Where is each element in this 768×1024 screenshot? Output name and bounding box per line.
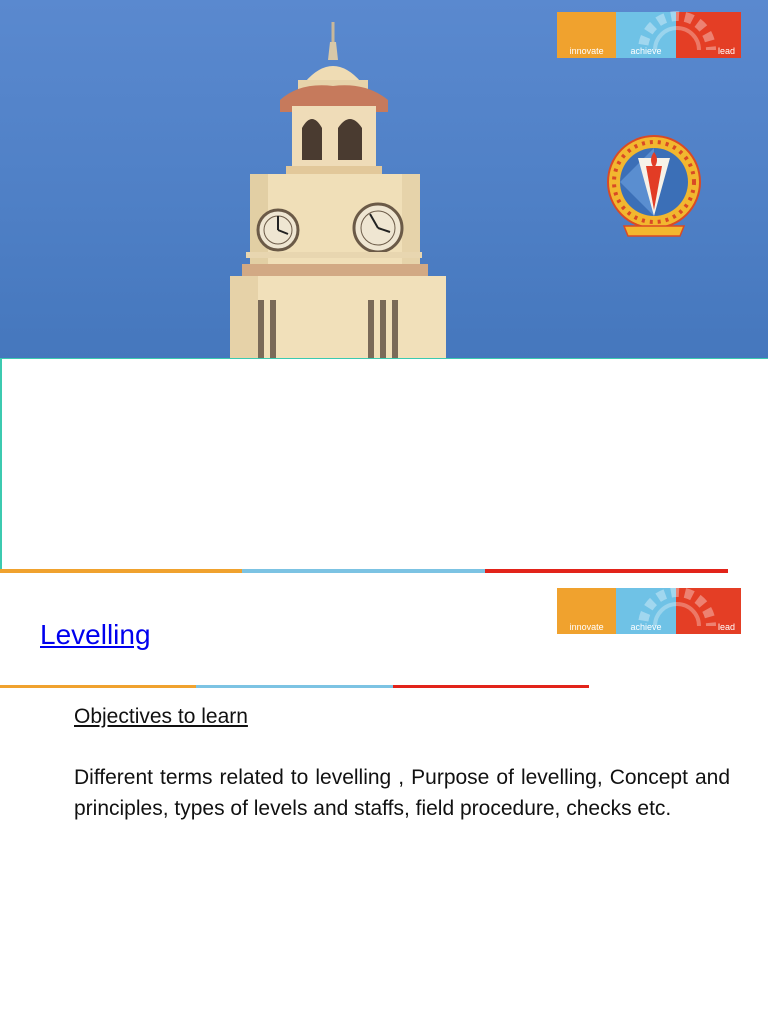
title-underline-bar [0, 685, 589, 688]
objectives-heading: Objectives to learn [74, 705, 248, 728]
brand-strip [557, 12, 741, 58]
brand-strip [557, 588, 741, 634]
clock-tower-image [220, 20, 450, 358]
divider-bar [0, 569, 728, 573]
tagline-achieve: achieve [630, 46, 662, 56]
tagline-lead: lead [717, 622, 735, 632]
bits-pilani-logo [606, 132, 702, 240]
tagline-innovate: innovate [569, 622, 604, 632]
tagline-achieve: achieve [630, 622, 662, 632]
title-slide-content-area [0, 358, 768, 572]
slide-title-link[interactable]: Levelling [40, 619, 151, 650]
tagline-innovate: innovate [569, 46, 604, 56]
objectives-text: Different terms related to levelling , Purpose of levelling, Concept and principles, types of levels and staffs, field procedure, checks etc. [74, 766, 730, 820]
tagline-lead: lead [717, 46, 735, 56]
